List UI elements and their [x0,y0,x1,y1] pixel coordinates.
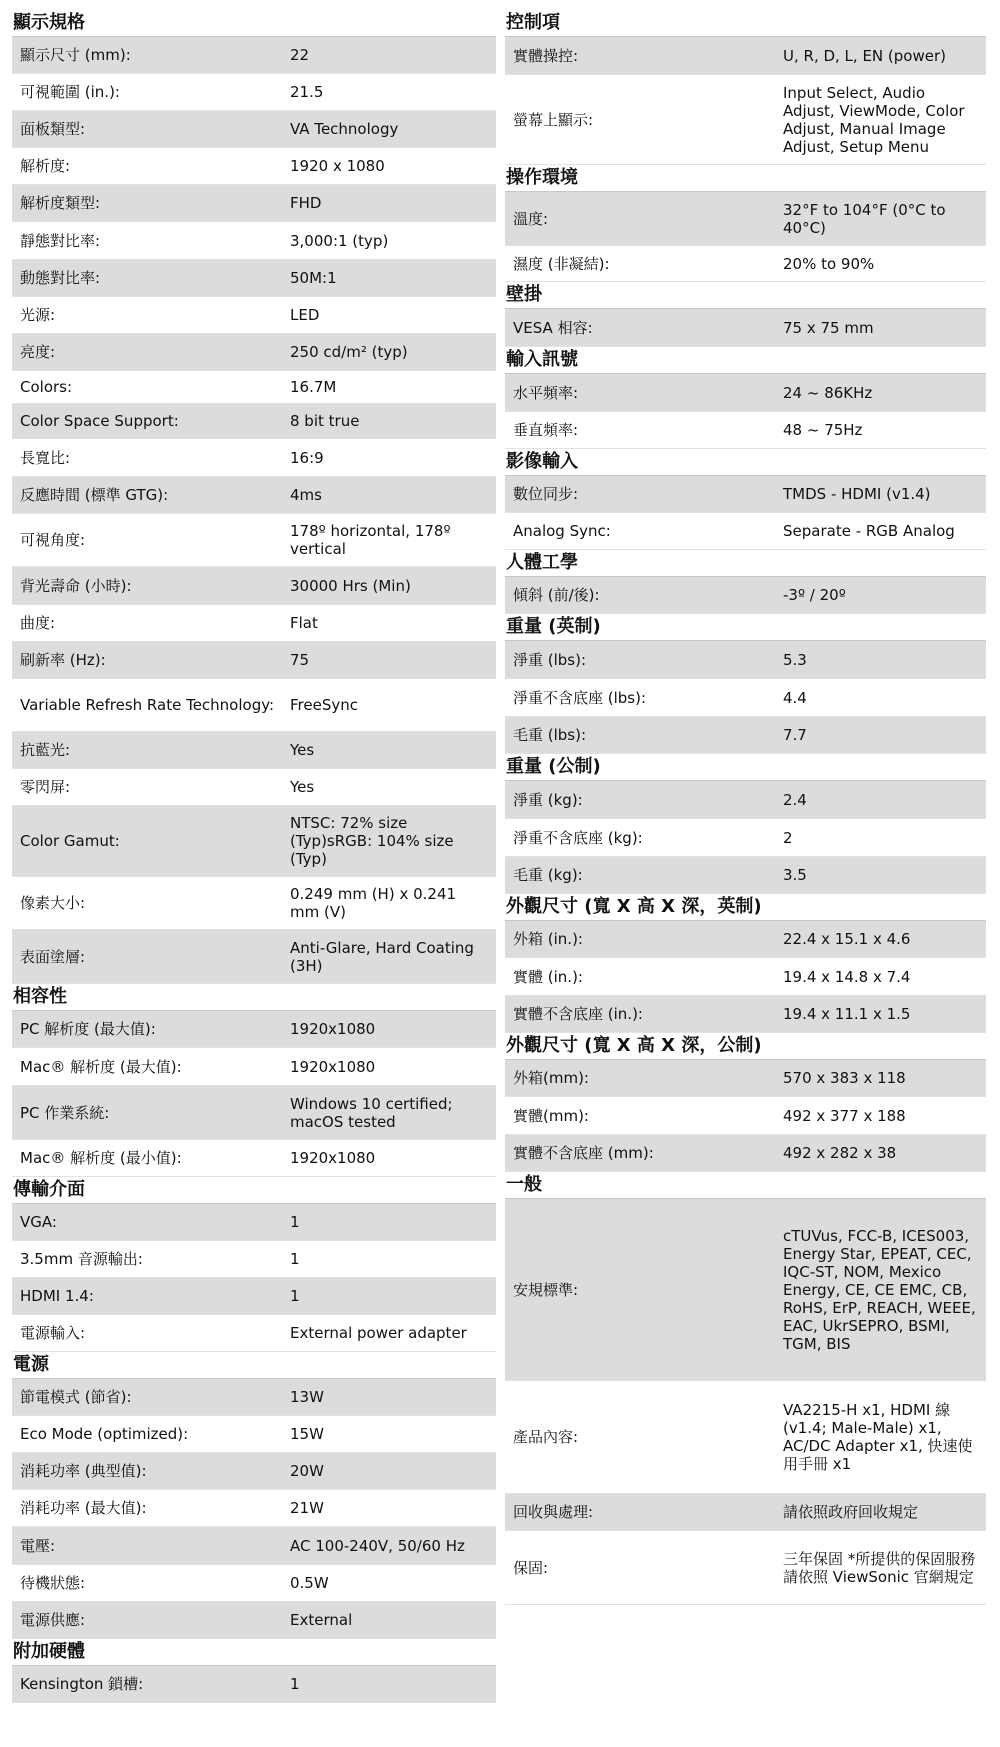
spec-value: cTUVus, FCC-B, ICES003, Energy Star, EPEAT, CEC, IQC-ST, NOM, Mexico Energy, CE, CE EMC, CB, RoHS, ErP, REACH, WEEE, EAC, UkrSEPRO, BSMI, TGM, BIS [783,1226,976,1353]
spec-section [12,984,496,1177]
spec-row [505,1494,986,1531]
section-title: 電源 [12,1352,496,1379]
spec-value: 5.3 [783,650,807,669]
spec-value: NTSC: 72% size (Typ)sRGB: 104% size (Typ) [290,814,454,868]
spec-label: 傾斜 (前/後): [513,586,600,604]
spec-value: 2.4 [783,790,807,809]
spec-value: 3.5 [783,866,807,884]
spec-value: U, R, D, L, EN (power) [783,46,946,65]
spec-value: 19.4 x 14.8 x 7.4 [783,967,911,986]
spec-row [12,1204,496,1241]
spec-value: 3,000:1 (typ) [290,231,389,250]
spec-label: 淨重不含底座 (lbs): [513,688,647,707]
spec-row [12,439,496,477]
spec-value: 22.4 x 15.1 x 4.6 [783,930,911,948]
spec-row [12,260,496,297]
spec-row [12,148,496,185]
spec-row [12,1315,496,1352]
spec-label: 反應時間 (標準 GTG): [20,486,169,504]
spec-row [12,1048,496,1086]
spec-section [12,1639,496,1703]
spec-value: Windows 10 certified; macOS tested [290,1094,453,1131]
spec-row [12,1241,496,1278]
spec-label: 電源供應: [20,1611,86,1629]
spec-row [505,1097,986,1135]
spec-value: 2 [783,828,793,847]
spec-label: 可視角度: [20,531,86,549]
spec-label: 毛重 (kg): [513,866,583,884]
section-title: 一般 [505,1172,986,1199]
section-title: 操作環境 [505,165,986,192]
spec-label: 面板類型: [20,120,86,138]
spec-label: 溫度: [513,209,549,228]
spec-row [12,642,496,679]
spec-value: VA2215-H x1, HDMI 線 (v1.4; Male-Male) x1, AC/DC Adapter x1, 快速使用手冊 x1 [783,1401,973,1473]
spec-label: 零閃屏: [20,778,71,796]
spec-row [505,75,986,165]
spec-value: Input Select, Audio Adjust, ViewMode, Color Adjust, Manual Image Adjust, Setup Menu [783,83,965,156]
spec-label: Analog Sync: [513,522,611,540]
spec-row [12,877,496,930]
spec-value: 20W [290,1462,324,1480]
left-spec-column [12,10,496,1703]
spec-value: 1 [290,1287,300,1305]
spec-row [12,185,496,222]
spec-row [505,476,986,513]
spec-label: 光源: [20,306,56,324]
spec-row [12,1011,496,1048]
spec-label: 節電模式 (節省): [20,1388,132,1406]
spec-label: 解析度類型: [20,194,101,212]
section-title: 相容性 [12,984,496,1011]
spec-value: 0.249 mm (H) x 0.241 mm (V) [290,885,457,921]
section-title: 顯示規格 [12,10,496,37]
spec-value: 22 [290,46,310,64]
spec-row [505,192,986,246]
spec-row [12,1278,496,1315]
spec-label: PC 解析度 (最大值): [20,1020,156,1038]
spec-label: 淨重不含底座 (kg): [513,828,643,847]
spec-label: Colors: [20,378,73,396]
spec-value: 15W [290,1425,324,1443]
spec-label: Color Gamut: [20,832,120,850]
spec-row [505,1199,986,1381]
section-title: 外觀尺寸 (寬 X 高 X 深，英制) [505,894,986,921]
spec-label: 水平頻率: [513,383,579,402]
spec-label: 動態對比率: [20,269,101,287]
spec-row [12,605,496,642]
spec-value: VA Technology [290,120,399,138]
spec-row [505,1381,986,1494]
spec-value: 32°F to 104°F (0°C to 40°C) [783,200,946,237]
spec-value: 16.7M [290,378,337,396]
spec-label: 保固: [513,1558,549,1577]
spec-label: Variable Refresh Rate Technology: [20,696,275,714]
spec-label: 電壓: [20,1536,56,1555]
spec-row [12,1453,496,1490]
spec-label: 淨重 (lbs): [513,650,587,669]
spec-value: Anti-Glare, Hard Coating (3H) [290,938,474,975]
spec-value: Yes [290,778,315,796]
spec-row [505,781,986,819]
spec-label: 可視範圍 (in.): [20,83,120,101]
spec-value: 75 [290,651,310,669]
spec-section [505,1033,986,1172]
section-title: 影像輸入 [505,449,986,476]
spec-value: 8 bit true [290,412,360,430]
spec-value: 492 x 282 x 38 [783,1144,897,1162]
section-title: 輸入訊號 [505,347,986,374]
spec-section [505,754,986,894]
spec-row [12,1140,496,1177]
spec-value: 16:9 [290,448,324,467]
spec-row [12,74,496,111]
spec-row [12,1379,496,1416]
spec-value: -3º / 20º [783,586,846,604]
spec-row [12,567,496,605]
spec-row [12,297,496,334]
spec-row [12,679,496,732]
spec-row [505,857,986,894]
spec-label: 實體不含底座 (in.): [513,1005,643,1023]
spec-value: External power adapter [290,1324,467,1342]
spec-label: 亮度: [20,343,56,361]
spec-section [505,10,986,165]
spec-label: 3.5mm 音源輸出: [20,1250,143,1268]
spec-row [505,1135,986,1172]
spec-section [12,10,496,984]
spec-label: Color Space Support: [20,412,179,430]
spec-row [505,819,986,857]
spec-label: 電源輸入: [20,1324,86,1342]
spec-label: 顯示尺寸 (mm): [20,46,131,64]
spec-section [505,347,986,449]
spec-section [505,282,986,347]
spec-row [505,717,986,754]
spec-row [505,1531,986,1605]
spec-value: Separate - RGB Analog [783,522,955,540]
spec-value: 1 [290,1213,300,1231]
spec-value: 1 [290,1250,300,1268]
spec-value: External [290,1611,353,1629]
spec-row [12,1527,496,1565]
spec-value: 19.4 x 11.1 x 1.5 [783,1005,911,1023]
spec-value: 20% to 90% [783,254,875,273]
right-spec-column [505,10,986,1605]
spec-value: 13W [290,1388,324,1406]
spec-label: 垂直頻率: [513,421,579,439]
spec-row [505,412,986,449]
spec-value: FreeSync [290,696,358,714]
spec-row [12,334,496,371]
spec-section [505,1172,986,1605]
section-title: 傳輸介面 [12,1177,496,1204]
spec-section [12,1177,496,1352]
spec-row [12,1086,496,1140]
spec-value: 4.4 [783,688,807,707]
spec-row [12,732,496,769]
spec-label: 靜態對比率: [20,231,101,250]
spec-value: Yes [290,741,315,759]
spec-value: 50M:1 [290,269,337,287]
spec-row [505,958,986,996]
spec-value: TMDS - HDMI (v1.4) [783,485,931,503]
spec-label: 像素大小: [20,894,86,912]
spec-value: 請依照政府回收規定 [783,1503,919,1521]
spec-row [505,309,986,347]
section-title: 重量 (英制) [505,614,986,641]
spec-label: 實體 (in.): [513,967,583,986]
spec-label: 安規標準: [513,1280,579,1299]
spec-label: 抗藍光: [20,741,71,759]
spec-row [505,246,986,282]
spec-row [12,1602,496,1639]
spec-value: 24 ~ 86KHz [783,383,873,402]
spec-value: 1920x1080 [290,1057,376,1076]
spec-label: 濕度 (非凝結): [513,254,610,273]
spec-value: 21W [290,1499,324,1517]
spec-row [12,769,496,806]
spec-value: 4ms [290,486,322,504]
spec-label: 刷新率 (Hz): [20,651,106,669]
spec-row [12,1565,496,1602]
spec-row [505,513,986,550]
spec-section [505,550,986,614]
spec-row [12,1490,496,1527]
spec-row [12,930,496,984]
spec-value: AC 100-240V, 50/60 Hz [290,1536,465,1555]
spec-label: 淨重 (kg): [513,790,583,809]
spec-label: 解析度: [20,157,71,175]
spec-value: 21.5 [290,83,324,101]
spec-row [12,514,496,567]
spec-row [505,641,986,679]
spec-label: 長寬比: [20,448,71,467]
spec-row [12,37,496,74]
spec-section [505,449,986,550]
spec-label: 實體操控: [513,46,579,65]
spec-label: 消耗功率 (最大值): [20,1499,147,1517]
spec-value: 三年保固 *所提供的保固服務請依照 ViewSonic 官網規定 [783,1549,976,1586]
spec-label: 數位同步: [513,485,579,503]
spec-label: PC 作業系統: [20,1103,110,1122]
spec-value: 178º horizontal, 178º vertical [290,522,451,558]
spec-label: 產品內容: [513,1428,579,1446]
spec-value: 1 [290,1675,300,1693]
spec-label: 回收與處理: [513,1503,594,1521]
section-title: 重量 (公制) [505,754,986,781]
spec-row [12,404,496,439]
spec-row [12,1416,496,1453]
spec-label: 表面塗層: [20,947,86,966]
spec-row [505,679,986,717]
section-title: 外觀尺寸 (寬 X 高 X 深，公制) [505,1033,986,1060]
spec-value: 250 cd/m² (typ) [290,343,408,361]
spec-section [505,894,986,1033]
spec-value: 75 x 75 mm [783,318,874,337]
spec-label: 待機狀態: [20,1574,86,1592]
spec-label: Mac® 解析度 (最大值): [20,1057,182,1076]
spec-label: HDMI 1.4: [20,1287,94,1305]
spec-value: 492 x 377 x 188 [783,1106,906,1125]
spec-row [12,806,496,877]
spec-value: 1920x1080 [290,1020,376,1038]
section-title: 人體工學 [505,550,986,577]
spec-row [505,37,986,75]
spec-label: 螢幕上顯示: [513,110,594,129]
spec-row [505,996,986,1033]
section-title: 附加硬體 [12,1639,496,1666]
spec-row [12,111,496,148]
spec-label: Mac® 解析度 (最小值): [20,1149,182,1167]
spec-label: 外箱 (in.): [513,930,583,948]
section-title: 控制項 [505,10,986,37]
spec-section [12,1352,496,1639]
spec-row [505,577,986,614]
spec-value: 7.7 [783,726,807,744]
spec-value: FHD [290,194,322,212]
spec-label: 曲度: [20,614,56,632]
section-title: 壁掛 [505,282,986,309]
spec-value: 1920x1080 [290,1149,376,1167]
spec-label: 消耗功率 (典型值): [20,1462,147,1480]
spec-row [505,374,986,412]
spec-value: 30000 Hrs (Min) [290,576,411,595]
spec-row [12,371,496,404]
spec-label: VESA 相容: [513,318,593,337]
spec-row [505,921,986,958]
spec-value: 0.5W [290,1574,329,1592]
spec-value: LED [290,306,320,324]
spec-label: Kensington 鎖槽: [20,1675,144,1693]
spec-label: 外箱(mm): [513,1069,589,1087]
spec-label: 實體不含底座 (mm): [513,1144,654,1162]
spec-row [12,222,496,260]
spec-label: Eco Mode (optimized): [20,1425,189,1443]
spec-label: VGA: [20,1213,57,1231]
spec-row [12,1666,496,1703]
spec-value: 1920 x 1080 [290,157,385,175]
spec-row [12,477,496,514]
spec-section [505,614,986,754]
spec-label: 實體(mm): [513,1106,589,1125]
spec-label: 背光壽命 (小時): [20,576,132,595]
spec-label: 毛重 (lbs): [513,726,587,744]
spec-row [505,1060,986,1097]
spec-value: Flat [290,614,318,632]
spec-value: 48 ~ 75Hz [783,421,863,439]
spec-section [505,165,986,282]
spec-value: 570 x 383 x 118 [783,1069,906,1087]
